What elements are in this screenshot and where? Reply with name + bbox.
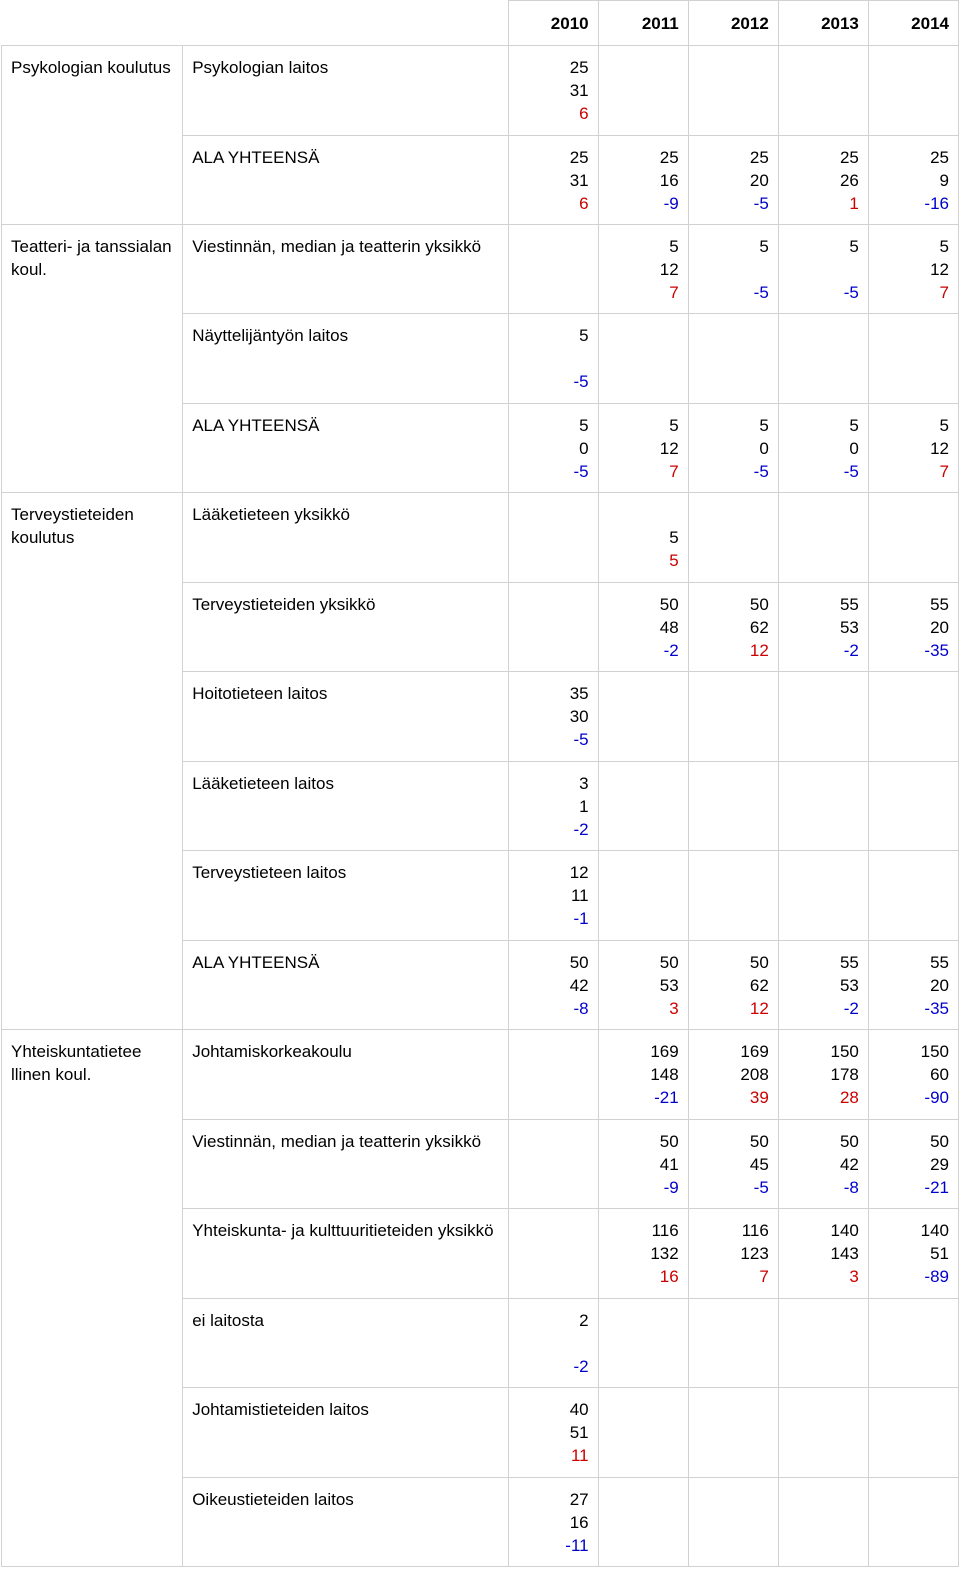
difference-value: 1 bbox=[849, 194, 859, 213]
value-cell bbox=[508, 762, 598, 851]
unit-cell: Näyttelijäntyön laitos bbox=[183, 314, 508, 404]
value-cell bbox=[688, 762, 778, 851]
statistics-table bbox=[1, 0, 959, 1567]
value-cell bbox=[598, 136, 688, 225]
difference-value: -35 bbox=[924, 999, 949, 1018]
target-value: 25 bbox=[749, 148, 769, 167]
table-row bbox=[2, 136, 959, 225]
value-cell bbox=[868, 1209, 958, 1299]
difference-value: 7 bbox=[939, 462, 949, 481]
value-cell bbox=[778, 1299, 868, 1388]
target-value: 25 bbox=[569, 148, 589, 167]
difference-value: 3 bbox=[669, 999, 679, 1018]
group-cell bbox=[2, 583, 183, 672]
target-value: 55 bbox=[930, 953, 949, 972]
difference-value: 5 bbox=[669, 551, 679, 570]
difference-value: 7 bbox=[939, 283, 949, 302]
difference-value: -5 bbox=[843, 283, 859, 302]
value-cell bbox=[868, 404, 958, 493]
target-value: 5 bbox=[849, 416, 859, 435]
difference-value: -21 bbox=[654, 1088, 679, 1107]
difference-value: 7 bbox=[759, 1267, 769, 1286]
actual-value: 132 bbox=[650, 1244, 679, 1263]
target-value: 55 bbox=[930, 595, 949, 614]
group-cell: Teatteri- ja tanssialan koul. bbox=[2, 225, 183, 314]
difference-value: -5 bbox=[843, 462, 859, 481]
actual-value: 16 bbox=[659, 171, 679, 190]
actual-value: 16 bbox=[569, 1513, 589, 1532]
target-value: 150 bbox=[920, 1042, 949, 1061]
value-cell bbox=[508, 941, 598, 1030]
difference-value: -5 bbox=[573, 462, 589, 481]
difference-value: -8 bbox=[843, 1178, 859, 1197]
difference-value: -2 bbox=[573, 1357, 589, 1376]
target-value: 50 bbox=[839, 1132, 859, 1151]
actual-value: 12 bbox=[659, 260, 679, 279]
value-cell bbox=[598, 225, 688, 314]
value-cell bbox=[598, 1299, 688, 1388]
value-cell bbox=[508, 1478, 598, 1567]
value-cell bbox=[778, 46, 868, 136]
actual-value: 0 bbox=[759, 439, 769, 458]
value-cell bbox=[778, 493, 868, 583]
value-cell bbox=[778, 1388, 868, 1478]
value-cell bbox=[598, 583, 688, 672]
actual-value: 123 bbox=[740, 1244, 769, 1263]
actual-value: 143 bbox=[830, 1244, 859, 1263]
value-cell bbox=[688, 672, 778, 762]
value-cell bbox=[868, 136, 958, 225]
table-row bbox=[2, 1030, 959, 1120]
table-row bbox=[2, 583, 959, 672]
actual-value: 20 bbox=[930, 618, 949, 637]
unit-cell: Johtamiskorkeakoulu bbox=[183, 1030, 508, 1120]
target-value: 50 bbox=[659, 953, 679, 972]
value-cell bbox=[598, 762, 688, 851]
target-value: 25 bbox=[569, 58, 589, 77]
difference-value: -89 bbox=[924, 1267, 949, 1286]
value-cell bbox=[508, 493, 598, 583]
unit-cell: Lääketieteen yksikkö bbox=[183, 493, 508, 583]
target-value: 55 bbox=[839, 595, 859, 614]
value-cell bbox=[688, 46, 778, 136]
value-cell bbox=[778, 1209, 868, 1299]
value-cell bbox=[508, 225, 598, 314]
target-value: 116 bbox=[741, 1221, 769, 1240]
actual-value: 31 bbox=[569, 81, 589, 100]
value-cell bbox=[508, 404, 598, 493]
unit-cell: Hoitotieteen laitos bbox=[183, 672, 508, 762]
actual-value: 5 bbox=[669, 528, 679, 547]
actual-value: 12 bbox=[930, 439, 949, 458]
target-value: 140 bbox=[830, 1221, 859, 1240]
value-cell bbox=[868, 941, 958, 1030]
value-cell bbox=[868, 1120, 958, 1209]
table-row bbox=[2, 493, 959, 583]
target-value: 27 bbox=[569, 1490, 589, 1509]
value-cell bbox=[598, 1478, 688, 1567]
value-cell bbox=[868, 1478, 958, 1567]
value-cell bbox=[868, 46, 958, 136]
value-cell bbox=[508, 136, 598, 225]
target-value: 5 bbox=[669, 416, 679, 435]
unit-cell: Yhteiskunta- ja kulttuuritieteiden yksikkö bbox=[183, 1209, 508, 1299]
value-cell bbox=[598, 851, 688, 941]
difference-value: 3 bbox=[849, 1267, 859, 1286]
actual-value: 53 bbox=[839, 976, 859, 995]
value-cell bbox=[598, 1120, 688, 1209]
table-row bbox=[2, 1120, 959, 1209]
target-value: 50 bbox=[569, 953, 589, 972]
difference-value: 7 bbox=[669, 462, 679, 481]
target-value: 25 bbox=[839, 148, 859, 167]
unit-cell: Terveystieteen laitos bbox=[183, 851, 508, 941]
actual-value: 29 bbox=[930, 1155, 949, 1174]
difference-value: -1 bbox=[573, 909, 589, 928]
target-value: 5 bbox=[939, 416, 949, 435]
group-cell: Yhteiskuntatietee llinen koul. bbox=[2, 1030, 183, 1120]
target-value: 50 bbox=[659, 1132, 679, 1151]
difference-value: 16 bbox=[659, 1267, 679, 1286]
value-cell bbox=[868, 583, 958, 672]
value-cell bbox=[508, 1299, 598, 1388]
unit-cell: Terveystieteiden yksikkö bbox=[183, 583, 508, 672]
value-cell bbox=[598, 493, 688, 583]
unit-cell: Johtamistieteiden laitos bbox=[183, 1388, 508, 1478]
target-value: 3 bbox=[579, 774, 589, 793]
table-row bbox=[2, 404, 959, 493]
value-cell bbox=[778, 404, 868, 493]
value-cell bbox=[688, 404, 778, 493]
value-cell bbox=[778, 1030, 868, 1120]
target-value: 5 bbox=[759, 416, 769, 435]
actual-value: 178 bbox=[830, 1065, 859, 1084]
group-cell: Terveystieteiden koulutus bbox=[2, 493, 183, 583]
actual-value: 208 bbox=[740, 1065, 769, 1084]
value-cell bbox=[508, 1030, 598, 1120]
value-cell bbox=[508, 583, 598, 672]
actual-value: 12 bbox=[930, 260, 949, 279]
difference-value: -5 bbox=[753, 194, 769, 213]
table-row bbox=[2, 762, 959, 851]
difference-value: 11 bbox=[570, 1446, 589, 1465]
value-cell bbox=[508, 314, 598, 404]
actual-value: 62 bbox=[749, 976, 769, 995]
value-cell bbox=[778, 136, 868, 225]
target-value: 35 bbox=[569, 684, 589, 703]
actual-value: 9 bbox=[939, 171, 949, 190]
unit-cell: ALA YHTEENSÄ bbox=[183, 136, 508, 225]
group-cell bbox=[2, 851, 183, 941]
group-cell bbox=[2, 1120, 183, 1209]
value-cell bbox=[778, 225, 868, 314]
year-header: 2011 bbox=[598, 1, 688, 46]
difference-value: -21 bbox=[924, 1178, 949, 1197]
difference-value: -5 bbox=[753, 462, 769, 481]
actual-value bbox=[518, 1332, 589, 1355]
actual-value: 30 bbox=[569, 707, 589, 726]
year-header: 2014 bbox=[868, 1, 958, 46]
table-row bbox=[2, 225, 959, 314]
value-cell bbox=[778, 314, 868, 404]
value-cell bbox=[598, 941, 688, 1030]
difference-value: -5 bbox=[753, 283, 769, 302]
value-cell bbox=[868, 1388, 958, 1478]
actual-value: 62 bbox=[749, 618, 769, 637]
table-row bbox=[2, 672, 959, 762]
value-cell bbox=[778, 851, 868, 941]
actual-value bbox=[698, 258, 769, 281]
actual-value: 11 bbox=[570, 886, 589, 905]
difference-value: -16 bbox=[924, 194, 949, 213]
target-value: 50 bbox=[930, 1132, 949, 1151]
difference-value: 28 bbox=[839, 1088, 859, 1107]
difference-value: -5 bbox=[753, 1178, 769, 1197]
value-cell bbox=[598, 404, 688, 493]
value-cell bbox=[868, 1299, 958, 1388]
table-row bbox=[2, 1209, 959, 1299]
value-cell bbox=[688, 493, 778, 583]
value-cell bbox=[688, 941, 778, 1030]
value-cell bbox=[688, 1478, 778, 1567]
group-cell bbox=[2, 941, 183, 1030]
difference-value: 6 bbox=[579, 104, 589, 123]
unit-cell: Viestinnän, median ja teatterin yksikkö bbox=[183, 225, 508, 314]
value-cell bbox=[868, 851, 958, 941]
value-cell bbox=[868, 1030, 958, 1120]
value-cell bbox=[598, 672, 688, 762]
target-value: 116 bbox=[651, 1221, 679, 1240]
header-blank bbox=[2, 1, 509, 46]
difference-value: 6 bbox=[579, 194, 589, 213]
table-row bbox=[2, 941, 959, 1030]
actual-value: 51 bbox=[569, 1423, 589, 1442]
target-value: 50 bbox=[659, 595, 679, 614]
value-cell bbox=[778, 583, 868, 672]
actual-value: 0 bbox=[579, 439, 589, 458]
value-cell bbox=[688, 851, 778, 941]
target-value: 169 bbox=[650, 1042, 679, 1061]
actual-value: 31 bbox=[569, 171, 589, 190]
target-value: 50 bbox=[749, 1132, 769, 1151]
actual-value: 20 bbox=[749, 171, 769, 190]
target-value: 150 bbox=[830, 1042, 859, 1061]
unit-cell: Viestinnän, median ja teatterin yksikkö bbox=[183, 1120, 508, 1209]
group-cell bbox=[2, 1478, 183, 1567]
group-cell bbox=[2, 404, 183, 493]
value-cell bbox=[598, 1388, 688, 1478]
difference-value: -2 bbox=[843, 999, 859, 1018]
value-cell bbox=[598, 1209, 688, 1299]
value-cell bbox=[778, 762, 868, 851]
group-cell: Psykologian koulutus bbox=[2, 46, 183, 136]
actual-value: 42 bbox=[569, 976, 589, 995]
table-body bbox=[2, 46, 959, 1567]
year-header: 2012 bbox=[688, 1, 778, 46]
table-row bbox=[2, 46, 959, 136]
header-row bbox=[2, 1, 959, 46]
value-cell bbox=[778, 672, 868, 762]
actual-value: 0 bbox=[849, 439, 859, 458]
table-row bbox=[2, 1299, 959, 1388]
group-cell bbox=[2, 1388, 183, 1478]
actual-value: 148 bbox=[650, 1065, 679, 1084]
value-cell bbox=[868, 672, 958, 762]
actual-value bbox=[788, 258, 859, 281]
unit-cell: ei laitosta bbox=[183, 1299, 508, 1388]
target-value: 25 bbox=[659, 148, 679, 167]
difference-value: -2 bbox=[663, 641, 679, 660]
actual-value: 45 bbox=[749, 1155, 769, 1174]
target-value: 40 bbox=[569, 1400, 589, 1419]
value-cell bbox=[598, 46, 688, 136]
value-cell bbox=[778, 1120, 868, 1209]
value-cell bbox=[868, 225, 958, 314]
value-cell bbox=[508, 46, 598, 136]
unit-cell: Psykologian laitos bbox=[183, 46, 508, 136]
value-cell bbox=[688, 1388, 778, 1478]
value-cell bbox=[688, 1030, 778, 1120]
target-value: 140 bbox=[920, 1221, 949, 1240]
actual-value: 53 bbox=[659, 976, 679, 995]
difference-value: -11 bbox=[565, 1536, 589, 1555]
value-cell bbox=[688, 1120, 778, 1209]
actual-value: 1 bbox=[579, 797, 589, 816]
difference-value: -2 bbox=[573, 820, 589, 839]
actual-value: 41 bbox=[659, 1155, 679, 1174]
unit-cell: ALA YHTEENSÄ bbox=[183, 404, 508, 493]
table-row bbox=[2, 1478, 959, 1567]
difference-value: -9 bbox=[663, 1178, 679, 1197]
difference-value: -5 bbox=[573, 730, 589, 749]
value-cell bbox=[778, 941, 868, 1030]
unit-cell: Lääketieteen laitos bbox=[183, 762, 508, 851]
target-value: 169 bbox=[740, 1042, 769, 1061]
value-cell bbox=[508, 672, 598, 762]
value-cell bbox=[508, 851, 598, 941]
group-cell bbox=[2, 1299, 183, 1388]
actual-value: 26 bbox=[839, 171, 859, 190]
difference-value: -35 bbox=[924, 641, 949, 660]
value-cell bbox=[688, 225, 778, 314]
unit-cell: Oikeustieteiden laitos bbox=[183, 1478, 508, 1567]
difference-value: 7 bbox=[669, 283, 679, 302]
difference-value: -8 bbox=[573, 999, 589, 1018]
target-value: 25 bbox=[930, 148, 949, 167]
value-cell bbox=[688, 136, 778, 225]
value-cell bbox=[778, 1478, 868, 1567]
difference-value: 12 bbox=[749, 999, 769, 1018]
table-row bbox=[2, 851, 959, 941]
value-cell bbox=[508, 1120, 598, 1209]
actual-value: 42 bbox=[839, 1155, 859, 1174]
value-cell bbox=[688, 583, 778, 672]
target-value: 5 bbox=[579, 416, 589, 435]
value-cell bbox=[688, 314, 778, 404]
target-value: 5 bbox=[669, 237, 679, 256]
actual-value: 20 bbox=[930, 976, 949, 995]
difference-value: -90 bbox=[924, 1088, 949, 1107]
value-cell bbox=[688, 1299, 778, 1388]
year-header: 2010 bbox=[508, 1, 598, 46]
target-value: 2 bbox=[579, 1311, 589, 1330]
target-value bbox=[608, 503, 679, 526]
group-cell bbox=[2, 136, 183, 225]
actual-value: 53 bbox=[839, 618, 859, 637]
value-cell bbox=[598, 1030, 688, 1120]
group-cell bbox=[2, 314, 183, 404]
target-value: 12 bbox=[569, 863, 589, 882]
target-value: 5 bbox=[579, 326, 589, 345]
actual-value: 51 bbox=[930, 1244, 949, 1263]
target-value: 55 bbox=[839, 953, 859, 972]
difference-value: -2 bbox=[843, 641, 859, 660]
target-value: 5 bbox=[849, 237, 859, 256]
table-row bbox=[2, 1388, 959, 1478]
value-cell bbox=[598, 314, 688, 404]
unit-cell: ALA YHTEENSÄ bbox=[183, 941, 508, 1030]
target-value: 5 bbox=[939, 237, 949, 256]
actual-value: 12 bbox=[659, 439, 679, 458]
target-value: 50 bbox=[749, 595, 769, 614]
value-cell bbox=[688, 1209, 778, 1299]
value-cell bbox=[508, 1209, 598, 1299]
actual-value: 48 bbox=[659, 618, 679, 637]
table-row bbox=[2, 314, 959, 404]
difference-value: -9 bbox=[663, 194, 679, 213]
target-value: 5 bbox=[759, 237, 769, 256]
value-cell bbox=[868, 314, 958, 404]
difference-value: -5 bbox=[573, 372, 589, 391]
group-cell bbox=[2, 672, 183, 762]
group-cell bbox=[2, 1209, 183, 1299]
difference-value: 39 bbox=[749, 1088, 769, 1107]
value-cell bbox=[508, 1388, 598, 1478]
group-cell bbox=[2, 762, 183, 851]
target-value: 50 bbox=[749, 953, 769, 972]
year-header: 2013 bbox=[778, 1, 868, 46]
actual-value: 60 bbox=[930, 1065, 949, 1084]
value-cell bbox=[868, 493, 958, 583]
difference-value: 12 bbox=[749, 641, 769, 660]
value-cell bbox=[868, 762, 958, 851]
actual-value bbox=[518, 347, 589, 370]
